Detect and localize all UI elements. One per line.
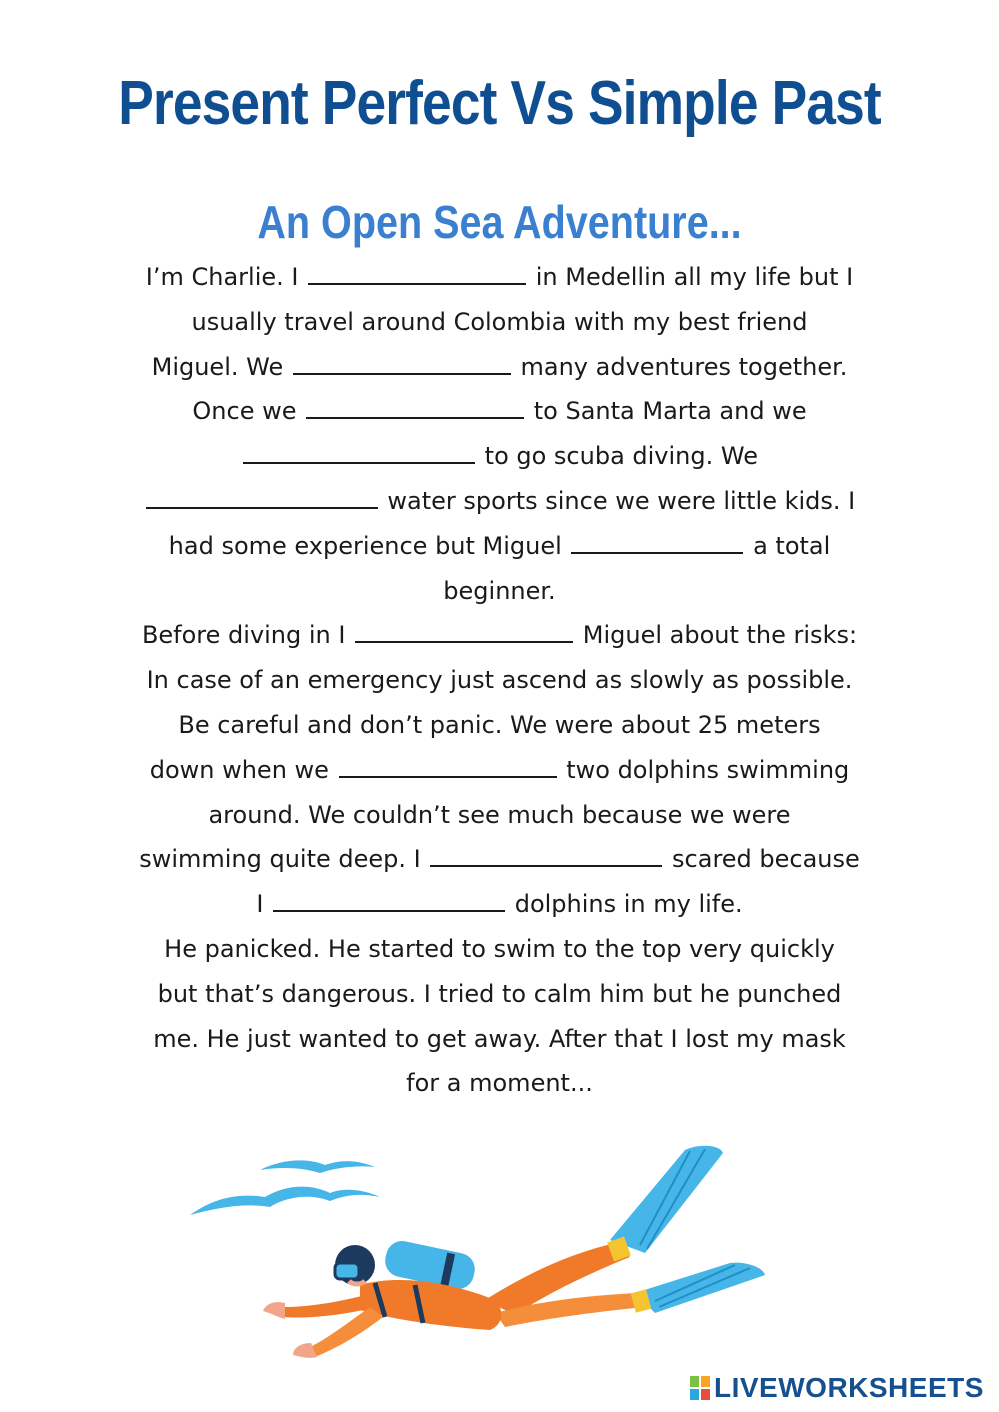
liveworksheets-logo[interactable] [690,1372,984,1404]
fin-icon [610,1146,723,1253]
story-line: water sports since we were little kids. I [110,479,889,524]
story-line: swimming quite deep. I scared because [110,837,889,882]
story-line: for a moment... [406,1069,593,1098]
answer-blank-6[interactable] [571,524,743,554]
story-line: In case of an emergency just ascend as slowly as possible. [146,666,853,695]
scuba-diver-illustration [185,1135,785,1375]
answer-blank-5[interactable] [146,479,378,509]
story-line: me. He just wanted to get away. After that I lost my mask [153,1024,846,1053]
answer-blank-9[interactable] [430,837,662,867]
answer-blank-2[interactable] [293,345,511,375]
story-subtitle: An Open Sea Adventure... [257,196,742,248]
answer-blank-4[interactable] [243,434,475,464]
answer-blank-10[interactable] [273,882,505,912]
page-title: Present Perfect Vs Simple Past [118,69,881,138]
wave-icon [190,1187,380,1215]
story-line: I dolphins in my life. [110,882,889,927]
diving-mask-icon [335,1263,359,1279]
logo-text: LIVEWORKSHEETS [714,1372,984,1403]
answer-blank-1[interactable] [308,255,526,285]
story-line: Once we to Santa Marta and we [110,389,889,434]
story-line: He panicked. He started to swim to the top very quickly [164,934,835,963]
story-line: but that’s dangerous. I tried to calm him but he punched [157,979,842,1008]
story-text [110,255,889,1106]
story-line: Before diving in I Miguel about the risks: [110,613,889,658]
liveworksheets-logo-icon [690,1376,710,1400]
story-line: I’m Charlie. I in Medellin all my life but I [110,255,889,300]
story-line: down when we two dolphins swimming [110,748,889,793]
answer-blank-3[interactable] [306,389,524,419]
story-line: to go scuba diving. We [110,434,889,479]
story-line: had some experience but Miguel a total [110,524,889,569]
story-line: around. We couldn’t see much because we were [208,800,791,829]
answer-blank-8[interactable] [339,748,557,778]
story-line: Be careful and don’t panic. We were about 25 meters [178,710,821,739]
story-line: Miguel. We many adventures together. [110,345,889,390]
wave-icon [260,1160,375,1173]
story-line: beginner. [443,576,556,605]
story-line: usually travel around Colombia with my best friend [191,307,808,336]
answer-blank-7[interactable] [355,613,573,643]
